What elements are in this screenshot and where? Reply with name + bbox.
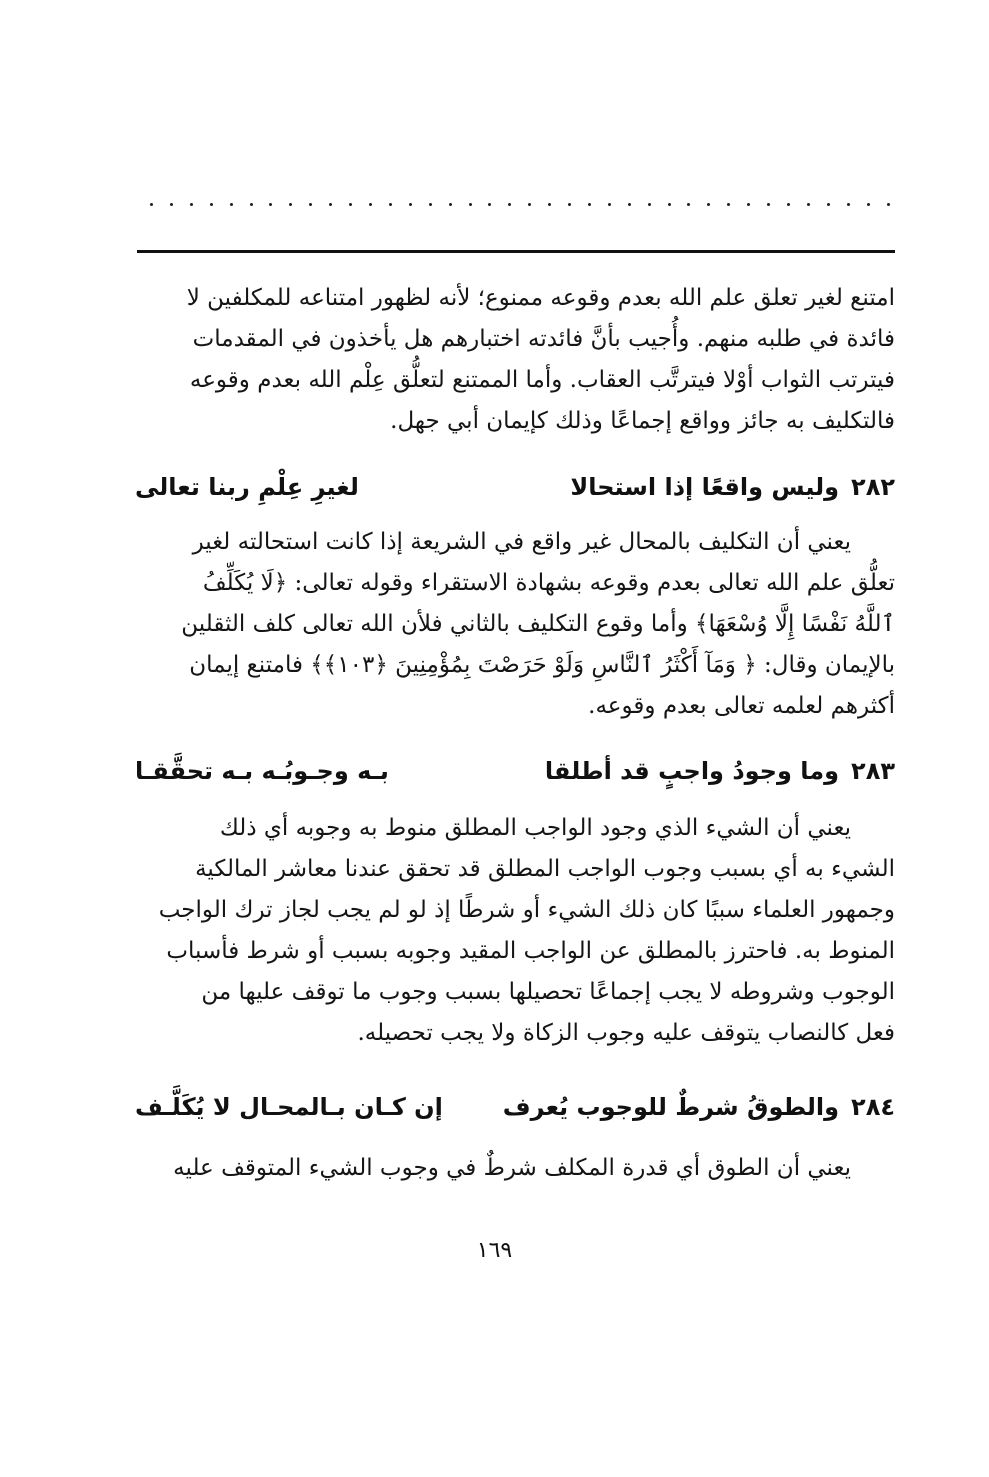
separator-dot bbox=[847, 203, 850, 206]
separator-dot bbox=[170, 203, 173, 206]
separator-dot bbox=[548, 203, 551, 206]
separator-dot bbox=[429, 203, 432, 206]
separator-dot bbox=[887, 203, 890, 206]
verse-first-hemistich: والطوقُ شرطٌ للوجوب يُعرف bbox=[502, 1093, 840, 1121]
text-line: بالإيمان وقال: ﴿ وَمَآ أَكْثَرُ ٱلنَّاسِ وَلَوْ حَرَصْتَ بِمُؤْمِنِينَ ﴿١٠٣﴾﴾ فامتنع إيمان bbox=[189, 652, 895, 678]
commentary-282 bbox=[135, 522, 895, 727]
verse-second-hemistich: لغيرِ عِلْمِ ربنا تعالى bbox=[134, 473, 359, 501]
dotted-separator bbox=[150, 197, 890, 211]
separator-dot bbox=[747, 203, 750, 206]
separator-dot bbox=[329, 203, 332, 206]
separator-dot bbox=[369, 203, 372, 206]
text-line: فيترتب الثواب أوْلا فيترتَّب العقاب. وأما الممتنع لتعلُّق عِلْم الله بعدم وقوعه bbox=[189, 367, 895, 393]
page-number: ١٦٩ bbox=[476, 1238, 513, 1263]
opening-paragraph bbox=[135, 278, 895, 442]
separator-dot bbox=[150, 203, 153, 206]
separator-dot bbox=[190, 203, 193, 206]
separator-dot bbox=[230, 203, 233, 206]
text-line: أكثرهم لعلمه تعالى بعدم وقوعه. bbox=[588, 693, 895, 719]
separator-dot bbox=[469, 203, 472, 206]
text-line: الوجوب وشروطه لا يجب إجماعًا تحصيلها بسبب وجوب ما توقف عليها من bbox=[201, 979, 895, 1005]
text-line: فعل كالنصاب يتوقف عليه وجوب الزكاة ولا يجب تحصيله. bbox=[357, 1020, 895, 1046]
verse-first-hemistich: وليس واقعًا إذا استحالا bbox=[570, 473, 840, 501]
separator-dot bbox=[568, 203, 571, 206]
separator-dot bbox=[309, 203, 312, 206]
separator-dot bbox=[668, 203, 671, 206]
verse-second-hemistich: بـه وجـوبُـه بـه تحقَّقـا bbox=[134, 757, 389, 785]
separator-dot bbox=[687, 203, 690, 206]
verse-283 bbox=[135, 750, 895, 792]
separator-dot bbox=[250, 203, 253, 206]
separator-dot bbox=[787, 203, 790, 206]
text-line: امتنع لغير تعلق علم الله بعدم وقوعه ممنوع؛ لأنه لظهور امتناعه للمكلفين لا bbox=[186, 285, 895, 311]
commentary-283 bbox=[135, 808, 895, 1054]
separator-dot bbox=[588, 203, 591, 206]
text-line: ٱللَّهُ نَفْسًا إِلَّا وُسْعَهَا﴾ وأما وقوع التكليف بالثاني فلأن الله تعالى كلف الثقلين bbox=[181, 611, 895, 637]
verse-number: ٢٨٣ bbox=[851, 757, 895, 785]
verse-first-hemistich: وما وجودُ واجبٍ قد أطلقا bbox=[544, 757, 840, 785]
text-line: يعني أن الشيء الذي وجود الواجب المطلق منوط به وجوبه أي ذلك bbox=[219, 815, 851, 841]
commentary-284 bbox=[135, 1148, 895, 1189]
separator-dot bbox=[389, 203, 392, 206]
separator-dot bbox=[867, 203, 870, 206]
separator-dot bbox=[409, 203, 412, 206]
separator-dot bbox=[289, 203, 292, 206]
text-line: فائدة في طلبه منهم. وأُجيب بأنَّ فائدته اختبارهم هل يأخذون في المقدمات bbox=[192, 326, 895, 352]
verse-number: ٢٨٢ bbox=[851, 473, 895, 501]
text-line: تعلُّق علم الله تعالى بعدم وقوعه بشهادة الاستقراء وقوله تعالى: ﴿لَا يُكَلِّفُ bbox=[202, 570, 895, 596]
separator-dot bbox=[269, 203, 272, 206]
separator-dot bbox=[349, 203, 352, 206]
separator-dot bbox=[508, 203, 511, 206]
verse-282 bbox=[135, 466, 895, 508]
text-line: فالتكليف به جائز وواقع إجماعًا وذلك كإيمان أبي جهل. bbox=[390, 408, 895, 434]
separator-dot bbox=[827, 203, 830, 206]
separator-dot bbox=[767, 203, 770, 206]
separator-dot bbox=[608, 203, 611, 206]
text-line: وجمهور العلماء سببًا كان ذلك الشيء أو شرطًا إذ لو لم يجب لجاز ترك الواجب bbox=[158, 897, 895, 923]
separator-dot bbox=[628, 203, 631, 206]
header-rule bbox=[137, 250, 895, 253]
separator-dot bbox=[707, 203, 710, 206]
separator-dot bbox=[807, 203, 810, 206]
text-line: الشيء به أي بسبب وجوب الواجب المطلق قد تحقق عندنا معاشر المالكية bbox=[195, 856, 895, 882]
text-line: يعني أن التكليف بالمحال غير واقع في الشريعة إذا كانت استحالته لغير bbox=[192, 529, 851, 555]
separator-dot bbox=[528, 203, 531, 206]
text-line: يعني أن الطوق أي قدرة المكلف شرطٌ في وجوب الشيء المتوقف عليه bbox=[173, 1155, 851, 1181]
separator-dot bbox=[648, 203, 651, 206]
verse-284 bbox=[135, 1086, 895, 1128]
text-line: المنوط به. فاحترز بالمطلق عن الواجب المقيد وجوبه بسبب أو شرط فأسباب bbox=[166, 938, 895, 964]
verse-number: ٢٨٤ bbox=[851, 1093, 895, 1121]
separator-dot bbox=[727, 203, 730, 206]
separator-dot bbox=[488, 203, 491, 206]
verse-second-hemistich: إن كـان بـالمحـال لا يُكَلَّـف bbox=[134, 1093, 443, 1121]
separator-dot bbox=[210, 203, 213, 206]
separator-dot bbox=[449, 203, 452, 206]
